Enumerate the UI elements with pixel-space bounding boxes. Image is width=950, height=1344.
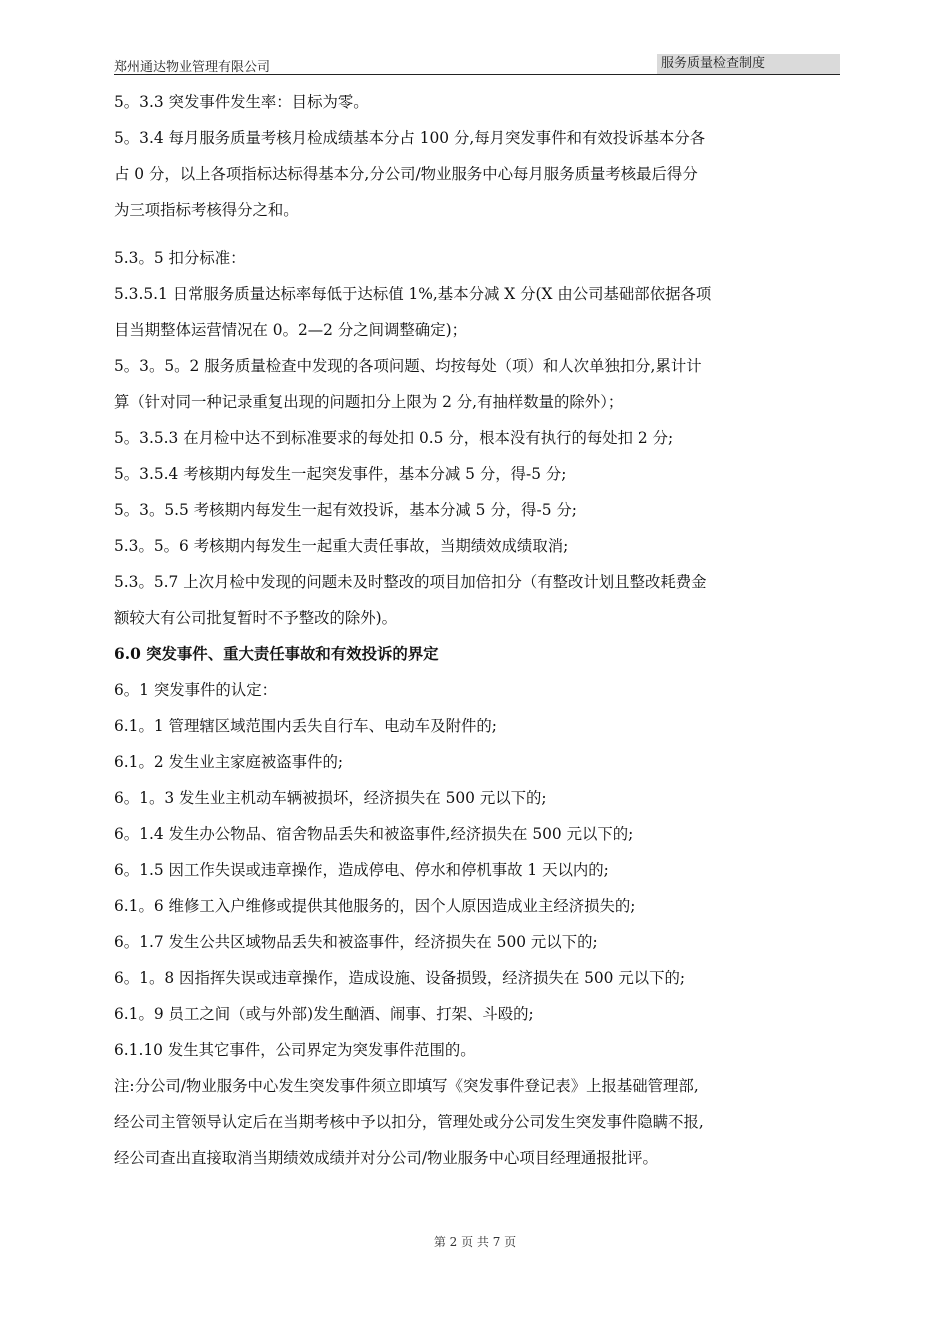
paragraph-line: 经公司查出直接取消当期绩效成绩并对分公司/物业服务中心项目经理通报批评。	[114, 1149, 658, 1167]
paragraph-line: 5.3。5 扣分标准：	[114, 249, 246, 267]
paragraph-line: 6。1 突发事件的认定：	[114, 681, 277, 699]
paragraph-line: 6。1。8 因指挥失误或违章操作，造成设施、设备损毁，经济损失在 500 元以下的;	[114, 969, 686, 987]
paragraph-line: 6.1.10 发生其它事件，公司界定为突发事件范围的。	[114, 1041, 476, 1059]
paragraph-line: 5.3。5.7 上次月检中发现的问题未及时整改的项目加倍扣分（有整改计划且整改耗费金	[114, 573, 707, 591]
document-body	[114, 84, 846, 1176]
paragraph-line: 占 0 分，以上各项指标达标得基本分,分公司/物业服务中心每月服务质量考核最后得分	[114, 165, 698, 183]
paragraph-line: 注:分公司/物业服务中心发生突发事件须立即填写《突发事件登记表》上报基础管理部,	[114, 1077, 699, 1095]
paragraph-line: 6。1.7 发生公共区域物品丢失和被盗事件，经济损失在 500 元以下的;	[114, 933, 598, 951]
paragraph-line: 6。1.5 因工作失误或违章操作，造成停电、停水和停机事故 1 天以内的;	[114, 861, 609, 879]
paragraph-line: 5。3。5。2 服务质量检查中发现的各项问题、均按每处（项）和人次单独扣分,累计计	[114, 357, 702, 375]
paragraph-line: 5。3.3 突发事件发生率：目标为零。	[114, 93, 369, 111]
paragraph-line: 经公司主管领导认定后在当期考核中予以扣分，管理处或分公司发生突发事件隐瞒不报,	[114, 1113, 704, 1131]
paragraph-line: 6.1。2 发生业主家庭被盗事件的;	[114, 753, 344, 771]
paragraph-line: 5。3.5.4 考核期内每发生一起突发事件，基本分减 5 分，得-5 分;	[114, 465, 567, 483]
paragraph-line: 5.3。5。6 考核期内每发生一起重大责任事故，当期绩效成绩取消;	[114, 537, 569, 555]
paragraph-line: 额较大有公司批复暂时不予整改的除外)。	[114, 609, 398, 627]
paragraph-spacer	[114, 228, 846, 240]
section-heading: 6.0 突发事件、重大责任事故和有效投诉的界定	[114, 645, 439, 663]
paragraph-line: 为三项指标考核得分之和。	[114, 201, 299, 219]
company-name: 郑州通达物业管理有限公司	[114, 60, 271, 75]
page-number: 第 2 页 共 7 页	[433, 1235, 517, 1249]
page-footer	[0, 1233, 950, 1250]
paragraph-line: 6.1。1 管理辖区域范围内丢失自行车、电动车及附件的;	[114, 717, 497, 735]
document-title: 服务质量检查制度	[657, 54, 840, 74]
page-header	[114, 52, 840, 75]
paragraph-line: 6.1。9 员工之间（或与外部)发生酗酒、闹事、打架、斗殴的;	[114, 1005, 534, 1023]
paragraph-line: 6。1。3 发生业主机动车辆被损坏，经济损失在 500 元以下的;	[114, 789, 547, 807]
paragraph-line: 目当期整体运营情况在 0。2—2 分之间调整确定)；	[114, 321, 467, 339]
paragraph-line: 5。3.5.3 在月检中达不到标准要求的每处扣 0.5 分，根本没有执行的每处扣 2 分;	[114, 429, 674, 447]
paragraph-line: 6。1.4 发生办公物品、宿舍物品丢失和被盗事件,经济损失在 500 元以下的;	[114, 825, 634, 843]
paragraph-line: 5。3。5.5 考核期内每发生一起有效投诉，基本分减 5 分，得-5 分;	[114, 501, 577, 519]
paragraph-line: 5。3.4 每月服务质量考核月检成绩基本分占 100 分,每月突发事件和有效投诉基本分各	[114, 129, 706, 147]
paragraph-line: 5.3.5.1 日常服务质量达标率每低于达标值 1%,基本分减 X 分(X 由公司基础部依据各项	[114, 285, 712, 303]
paragraph-line: 算（针对同一种记录重复出现的问题扣分上限为 2 分,有抽样数量的除外）；	[114, 393, 624, 411]
paragraph-line: 6.1。6 维修工入户维修或提供其他服务的，因个人原因造成业主经济损失的;	[114, 897, 636, 915]
